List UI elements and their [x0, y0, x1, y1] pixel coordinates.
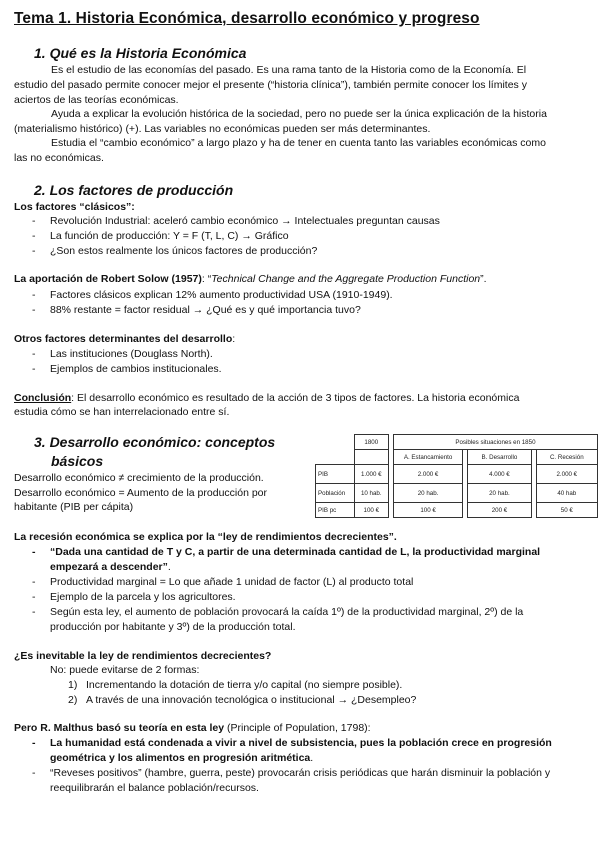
header-recession: C. Recesión	[536, 450, 597, 465]
conclusion-line-2: estudia cómo se han interrelacionado entre sí.	[14, 406, 230, 418]
way-2-text: A través de una innovación tecnológica o institucional → ¿Desempleo?	[86, 694, 417, 706]
other-item-2: Ejemplos de cambios institucionales.	[50, 363, 222, 375]
bullet: -	[32, 546, 36, 558]
inevitable-question: ¿Es inevitable la ley de rendimientos decrecientes?	[14, 650, 272, 662]
s3-line-3: habitante (PIB per cápita)	[14, 501, 134, 513]
row-label-population: Población	[316, 484, 355, 503]
scenarios-table	[315, 434, 598, 518]
law-effect-line-2: producción por habitante y 3º) de la producción total.	[50, 621, 296, 633]
solow-sep: : “	[201, 273, 212, 285]
malthus-item-1-period: .	[310, 752, 314, 764]
section-3-heading-line1: 3. Desarrollo económico: conceptos	[34, 434, 276, 450]
malthus-item-2-line1: “Reveses positivos” (hambre, guerra, peste) provocarán crisis periódicas que harán disminuir la población y	[50, 767, 551, 779]
law-quote-period: .	[167, 561, 171, 573]
conclusion-label: Conclusión	[14, 392, 72, 404]
table-cell: 20 hab.	[393, 484, 462, 503]
malthus-item-1-text: geométrica y los alimentos en progresión aritmética	[50, 752, 311, 764]
law-effect-line-1: Según esta ley, el aumento de población provocará la caída 1º) de la productividad marginal, 2º) de la	[50, 606, 524, 618]
law-quote-line-1: “Dada una cantidad de T y C, a partir de una determinada cantidad de L, la productividad marginal	[50, 546, 541, 558]
law-quote-text: empezará a descender”	[50, 561, 168, 573]
malthus-item-1-line2	[50, 751, 313, 766]
malthus-source: (Principle of Population, 1798):	[224, 722, 371, 734]
bullet: -	[32, 576, 36, 588]
way-1-text: Incrementando la dotación de tierra y/o capital (no siempre posible).	[86, 679, 403, 691]
table-cell: 10 hab.	[354, 484, 388, 503]
table-cell: 2.000 €	[393, 465, 462, 484]
malthus-item-2-line2: reequilibrarán el balance población/recursos.	[50, 782, 259, 794]
other-factors-title: Otros factores determinantes del desarrollo	[14, 333, 233, 345]
other-factors-colon: :	[232, 333, 236, 345]
table-cell: 50 €	[536, 503, 597, 518]
way-2-number: 2)	[68, 694, 78, 706]
s1-para1-line3: aciertos de las teorías económicas.	[14, 94, 179, 106]
section-1-heading: 1. Qué es la Historia Económica	[34, 45, 247, 61]
bullet: -	[32, 215, 36, 227]
row-label-pibpc: PIB pc	[316, 503, 355, 518]
table-cell: 100 €	[354, 503, 388, 518]
row-label-pib: PIB	[316, 465, 355, 484]
bullet: -	[32, 245, 36, 257]
s1-para3-line2: las no económicas.	[14, 152, 104, 164]
way-1-number: 1)	[68, 679, 78, 691]
avoid-answer: No: puede evitarse de 2 formas:	[50, 664, 200, 676]
bullet: -	[32, 606, 36, 618]
section-2-heading: 2. Los factores de producción	[34, 182, 234, 198]
malthus-label: Pero R. Malthus basó su teoría en esta ley	[14, 722, 225, 734]
table-cell: 20 hab.	[468, 484, 531, 503]
classic-item-1: Revolución Industrial: aceleró cambio económico → Intelectuales preguntan causas	[50, 215, 440, 227]
conclusion-text-1: : El desarrollo económico es resultado de la acción de 3 tipos de factores. La historia económica	[71, 392, 520, 404]
solow-label: La aportación de Robert Solow (1957)	[14, 273, 202, 285]
table-cell: 2.000 €	[536, 465, 597, 484]
table-cell: 200 €	[468, 503, 531, 518]
header-stagnation: A. Estancamiento	[393, 450, 462, 465]
other-factors-line	[14, 332, 235, 347]
classic-factors-title: Los factores “clásicos”:	[14, 201, 135, 213]
s3-line-1: Desarrollo económico ≠ crecimiento de la producción.	[14, 472, 264, 484]
malthus-item-1-line1: La humanidad está condenada a vivir a nivel de subsistencia, pues la población crece en progresión	[50, 737, 552, 749]
bullet: -	[32, 737, 36, 749]
table-cell: 40 hab	[536, 484, 597, 503]
solow-line	[14, 272, 487, 287]
s1-para2-line1: Ayuda a explicar la evolución histórica de la sociedad, pero no puede ser la única explicación de la historia	[51, 108, 547, 120]
recession-law-line: La recesión económica se explica por la “ley de rendimientos decrecientes”.	[14, 531, 397, 543]
solow-item-2: 88% restante = factor residual → ¿Qué es y qué importancia tuvo?	[50, 304, 361, 316]
s1-para1-line1: Es el estudio de las economías del pasado. Es una rama tanto de la Historia como de la Economía. El	[51, 64, 527, 76]
s1-para3-line1: Estudia el “cambio económico” a largo plazo y ha de tener en cuenta tanto las variables económicas como	[51, 137, 546, 149]
bullet: -	[32, 363, 36, 375]
other-item-1: Las instituciones (Douglass North).	[50, 348, 213, 360]
s3-item-2: Ejemplo de la parcela y los agricultores.	[50, 591, 236, 603]
s1-para1-line2: estudio del pasado permite conocer mejor el presente (“historia clínica”), también permite conocer los límites y	[14, 79, 527, 91]
section-3-heading-line2: básicos	[51, 453, 104, 469]
s3-line-2: Desarrollo económico = Aumento de la producción por	[14, 487, 268, 499]
malthus-line	[14, 721, 371, 736]
classic-item-2: La función de producción: Y = F (T, L, C) → Gráfico	[50, 230, 289, 242]
header-development: B. Desarrollo	[468, 450, 531, 465]
bullet: -	[32, 304, 36, 316]
s3-item-1: Productividad marginal = Lo que añade 1 unidad de factor (L) al producto total	[50, 576, 414, 588]
solow-item-1: Factores clásicos explican 12% aumento productividad USA (1910-1949).	[50, 289, 393, 301]
classic-item-3: ¿Son estos realmente los únicos factores de producción?	[50, 245, 318, 257]
page-title: Tema 1. Historia Económica, desarrollo económico y progreso	[14, 10, 480, 27]
table-cell: 1.000 €	[354, 465, 388, 484]
bullet: -	[32, 289, 36, 301]
bullet: -	[32, 230, 36, 242]
bullet: -	[32, 591, 36, 603]
solow-paper-title: Technical Change and the Aggregate Production Function	[211, 273, 481, 285]
bullet: -	[32, 348, 36, 360]
conclusion-line-1	[14, 391, 519, 406]
s1-para2-line2: (materialismo histórico) (+). Las variables no económicas pueden ser más determinantes.	[14, 123, 431, 135]
header-year: 1800	[354, 435, 388, 450]
bullet: -	[32, 767, 36, 779]
law-quote-line-2	[50, 560, 171, 575]
header-scenarios: Posibles situaciones en 1850	[393, 435, 597, 450]
table-cell: 4.000 €	[468, 465, 531, 484]
table-cell: 100 €	[393, 503, 462, 518]
solow-end: ”.	[480, 273, 487, 285]
